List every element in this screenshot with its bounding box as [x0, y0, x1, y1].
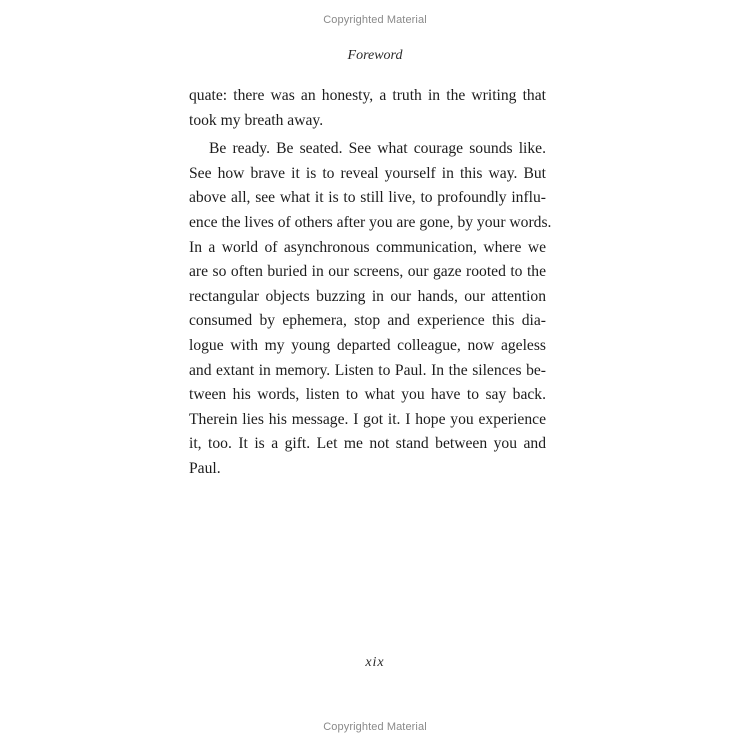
text-line: quate: there was an honesty, a truth in the writing that: [189, 87, 546, 104]
text-line: ence the lives of others after you are gone, by your words.: [189, 213, 552, 231]
text-line: See how brave it is to reveal yourself in this way. But: [189, 164, 546, 182]
text-line: Therein lies his message. I got it. I hope you experience: [189, 410, 546, 428]
text-line: consumed by ephemera, stop and experience this dia-: [189, 312, 546, 330]
text-line: are so often buried in our screens, our gaze rooted to the: [189, 263, 546, 281]
text-line: Be ready. Be seated. See what courage sounds like.: [209, 140, 546, 158]
text-line: In a world of asynchronous communication, where we: [189, 238, 546, 256]
page-body: [189, 84, 552, 482]
text-line: and extant in memory. Listen to Paul. In the silences be-: [189, 361, 546, 379]
running-head: Foreword: [347, 48, 403, 63]
page-number: xix: [365, 655, 385, 670]
text-line: tween his words, listen to what you have to say back.: [189, 386, 546, 404]
text-line: logue with my young departed colleague, now ageless: [189, 336, 546, 354]
copyright-watermark-bottom: Copyrighted Material: [323, 721, 427, 733]
text-line: took my breath away.: [189, 111, 324, 129]
text-line: Paul.: [189, 459, 221, 477]
copyright-watermark-top: Copyrighted Material: [323, 14, 427, 26]
text-line: rectangular objects buzzing in our hands, our attention: [189, 287, 546, 305]
text-line: above all, see what it is to still live, to profoundly influ-: [189, 189, 546, 207]
text-line: it, too. It is a gift. Let me not stand between you and: [189, 435, 546, 453]
